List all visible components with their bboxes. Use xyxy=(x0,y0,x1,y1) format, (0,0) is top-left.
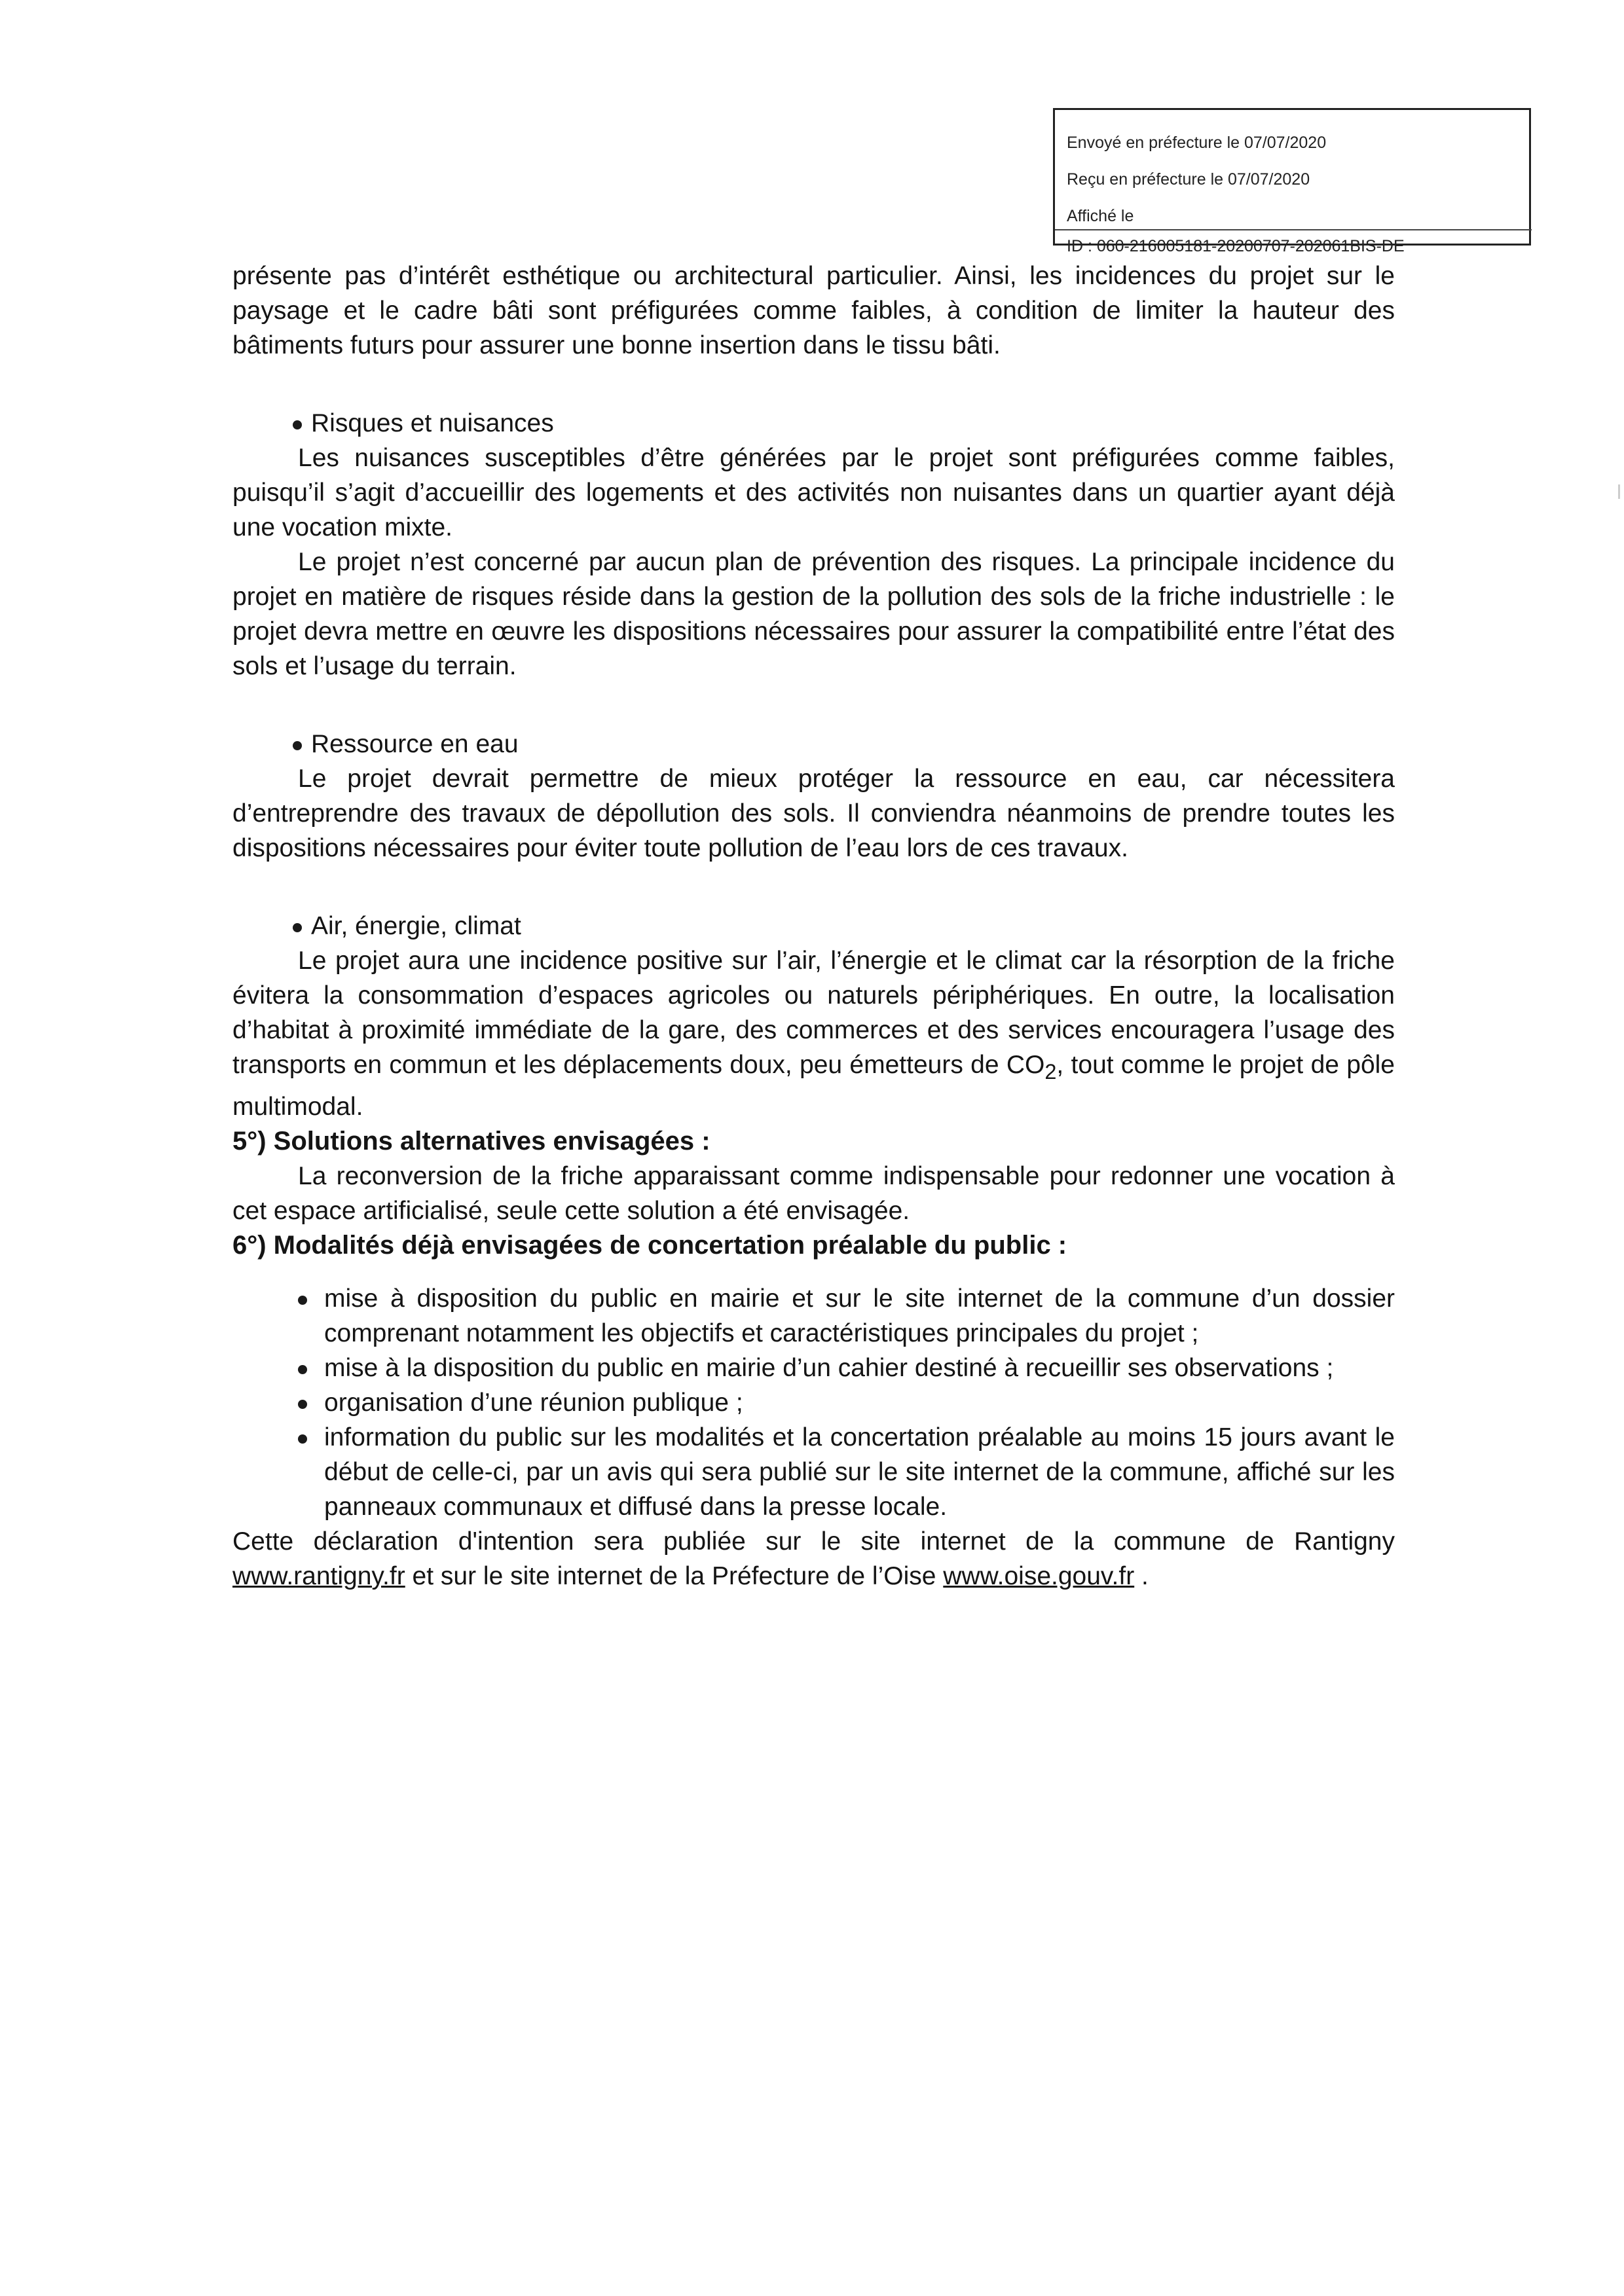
paragraph xyxy=(232,943,1395,1124)
bullet-icon xyxy=(298,1296,307,1305)
document-body xyxy=(232,259,1395,1594)
rantigny-link[interactable]: www.rantigny.fr xyxy=(232,1561,405,1590)
air-text-b: , tout comme le projet de pôle multimodal. xyxy=(232,1051,1395,1121)
bullet-title-air: Air, énergie, climat xyxy=(311,912,521,940)
bullet-icon xyxy=(298,1400,307,1409)
stamp-id: ID : 060-216005181-20200707-202061BIS-DE xyxy=(1055,229,1532,262)
scan-mark xyxy=(1618,484,1620,499)
footer-text-a: Cette déclaration d'intention sera publiée sur le site internet de la commune de Rantigny xyxy=(232,1527,1395,1556)
paragraph: La reconversion de la friche apparaissant comme indispensable pour redonner une vocation à cet espace artificialisé, seule cette solution a été envisagée. xyxy=(232,1161,1395,1225)
prefecture-stamp xyxy=(1053,108,1531,255)
bullet-eau xyxy=(232,727,1395,761)
section-eau xyxy=(232,727,1395,866)
stamp-received-date: Reçu en préfecture le 07/07/2020 xyxy=(1067,170,1310,189)
bullet-air xyxy=(232,909,1395,943)
list-item-text: information du public sur les modalités et la concertation préalable au moins 15 jours avant le début de celle-ci, par un avis qui sera publié sur le site internet de la commune, affiché sur les panneaux communaux et diffusé dans la presse locale. xyxy=(324,1423,1395,1521)
heading-section-5: 5°) Solutions alternatives envisagées : xyxy=(232,1126,710,1156)
bullet-title-eau: Ressource en eau xyxy=(311,730,519,758)
oise-prefecture-link[interactable]: www.oise.gouv.fr xyxy=(943,1561,1135,1590)
list-item-text: mise à la disposition du public en mairie d’un cahier destiné à recueillir ses observations ; xyxy=(324,1353,1334,1382)
list-item-text: mise à disposition du public en mairie et sur le site internet de la commune d’un dossier comprenant notamment les objectifs et caractéristiques principales du projet ; xyxy=(324,1284,1395,1347)
air-text-a: Le projet aura une incidence positive sur l’air, l’énergie et le climat car la résorption de la friche évitera la consommation d’espaces agricoles ou naturels périphériques. En outre, la localisation d’habitat à proximité immédiate de la gare, des commerces et des services encouragera l’usage des transports en commun et les déplacements doux, peu émetteurs de CO xyxy=(232,947,1395,1079)
section-risques xyxy=(232,406,1395,683)
bullet-icon xyxy=(293,420,302,429)
list-item xyxy=(324,1351,1395,1385)
stamp-sent-date: Envoyé en préfecture le 07/07/2020 xyxy=(1067,134,1327,152)
section-air xyxy=(232,909,1395,1124)
list-item xyxy=(324,1385,1395,1420)
bullet-title-risques: Risques et nuisances xyxy=(311,409,554,437)
bullet-risques xyxy=(232,406,1395,441)
footer-text-b: et sur le site internet de la Préfecture de l’Oise xyxy=(412,1561,936,1590)
bullet-icon xyxy=(293,923,302,932)
list-item xyxy=(324,1420,1395,1524)
footer-text-c: . xyxy=(1141,1561,1149,1590)
co2-subscript: 2 xyxy=(1044,1059,1057,1084)
intro-paragraph: présente pas d’intérêt esthétique ou architectural particulier. Ainsi, les incidences du projet sur le paysage et le cadre bâti sont préfigurées comme faibles, à condition de limiter la hauteur des bâtiments futurs pour assurer une bonne insertion dans le tissu bâti. xyxy=(232,262,1395,359)
stamp-posted: Affiché le xyxy=(1067,207,1134,225)
heading-section-6: 6°) Modalités déjà envisagées de concertation préalable du public : xyxy=(232,1230,1067,1260)
paragraph: Le projet devrait permettre de mieux protéger la ressource en eau, car nécessitera d’entreprendre des travaux de dépollution des sols. Il conviendra néanmoins de prendre toutes les dispositions nécessaires pour éviter toute pollution de l’eau lors de ces travaux. xyxy=(232,765,1395,862)
bullet-icon xyxy=(293,741,302,750)
footer-paragraph xyxy=(232,1524,1395,1594)
list-item xyxy=(324,1281,1395,1351)
paragraph: Le projet n’est concerné par aucun plan de prévention des risques. La principale incidence du projet en matière de risques réside dans la gestion de la pollution des sols de la friche industrielle : le projet devra mettre en œuvre les dispositions nécessaires pour assurer la compatibilité entre l’état des sols et l’usage du terrain. xyxy=(232,548,1395,680)
list-item-text: organisation d’une réunion publique ; xyxy=(324,1388,743,1417)
paragraph: Les nuisances susceptibles d’être générées par le projet sont préfigurées comme faibles, puisqu’il s’agit d’accueillir des logements et des activités non nuisantes dans un quartier ayant déjà une vocation mixte. xyxy=(232,444,1395,541)
bullet-icon xyxy=(298,1365,307,1374)
concertation-list xyxy=(232,1281,1395,1524)
bullet-icon xyxy=(298,1434,307,1444)
